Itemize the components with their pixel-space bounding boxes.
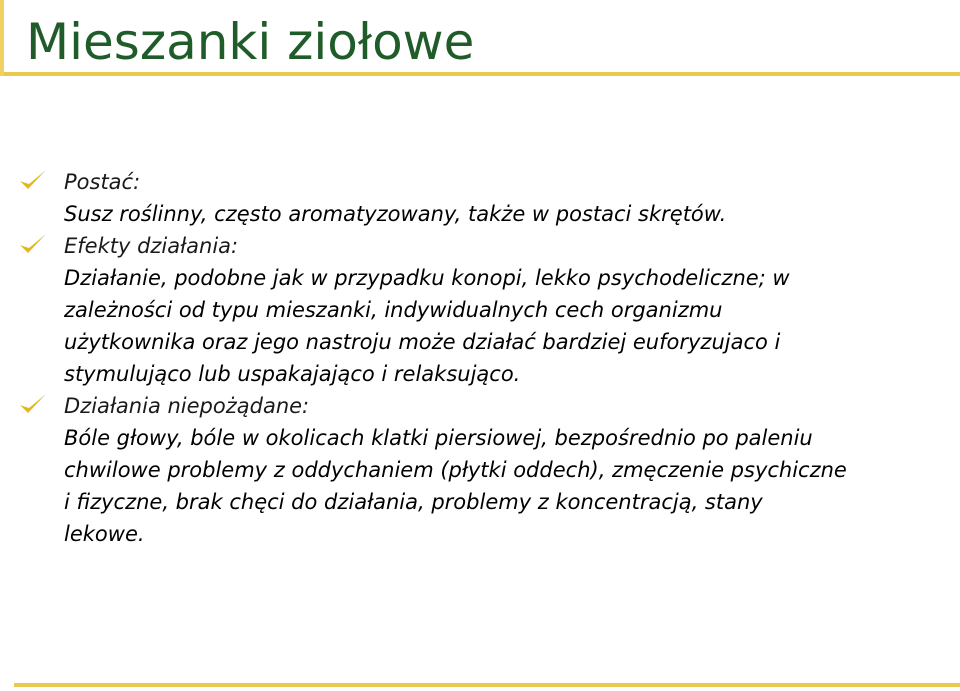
checkmark-icon <box>18 168 48 192</box>
checkmark-icon <box>18 392 48 416</box>
bullet-text-line: Działanie, podobne jak w przypadku konopi, lekko psychodeliczne; w <box>64 266 790 290</box>
slide-content <box>18 166 948 550</box>
checkmark-icon <box>18 232 48 256</box>
bullet-text-line: i fizyczne, brak chęci do działania, problemy z koncentracją, stany <box>64 490 763 514</box>
bullet-text-line: Bóle głowy, bóle w okolicach klatki piersiowej, bezpośrednio po paleniu <box>64 426 813 450</box>
bullet-dzialania-niepozadane <box>18 390 948 550</box>
page-title: Mieszanki ziołowe <box>26 13 475 71</box>
bullet-text-line: zależności od typu mieszanki, indywidualnych cech organizmu <box>64 298 723 322</box>
bullet-text-line: Susz roślinny, często aromatyzowany, także w postaci skrętów. <box>64 202 727 226</box>
bullet-text-line: chwilowe problemy z oddychaniem (płytki oddech), zmęczenie psychiczne <box>64 458 847 482</box>
bullet-heading: Efekty działania: <box>64 234 239 258</box>
bullet-text-line: stymulująco lub uspakajająco i relaksująco. <box>64 362 521 386</box>
bullet-efekty-dzialania <box>18 230 948 390</box>
bullet-heading: Działania niepożądane: <box>64 394 310 418</box>
title-underline-rule <box>4 72 960 76</box>
left-accent-rule <box>0 0 4 76</box>
bullet-heading: Postać: <box>64 170 141 194</box>
bullet-postac <box>18 166 948 230</box>
bottom-rule <box>14 683 960 687</box>
bullet-text-line: użytkownika oraz jego nastroju może działać bardziej euforyzujaco i <box>64 330 781 354</box>
bullet-text-line: lekowe. <box>64 522 145 546</box>
